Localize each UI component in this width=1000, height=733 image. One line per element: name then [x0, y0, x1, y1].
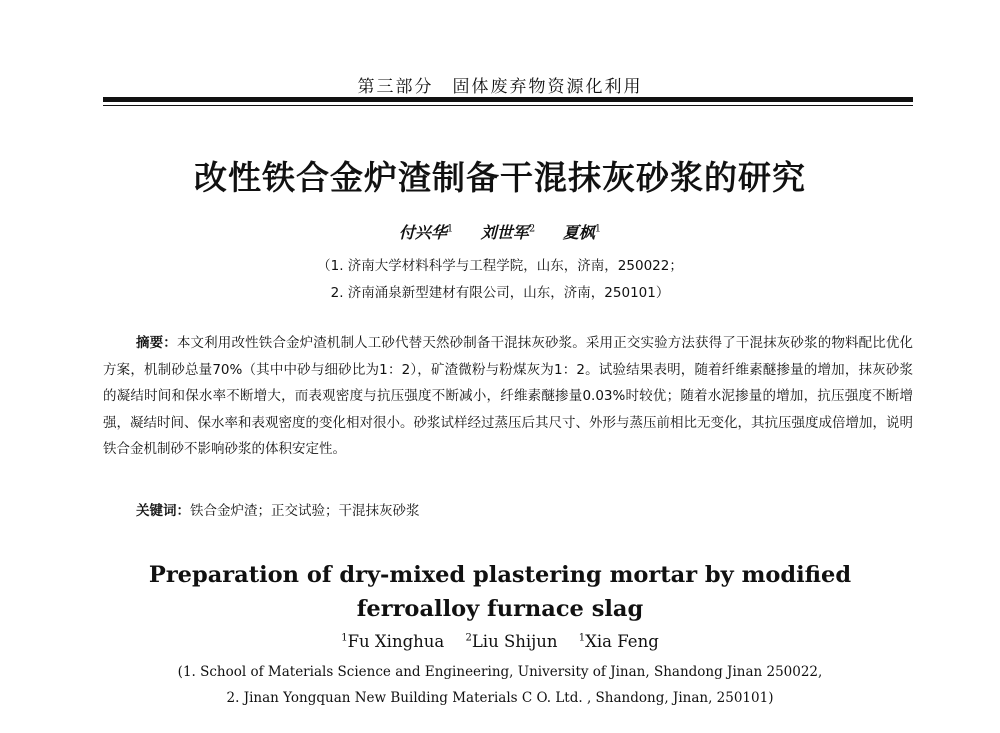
chinese-authors: [0, 220, 1000, 243]
chinese-abstract: [103, 330, 913, 463]
header-rule-thin: [103, 105, 913, 106]
chinese-title: 改性铁合金炉渣制备干混抹灰砂浆的研究: [194, 158, 806, 197]
english-affiliation-2: 2. Jinan Yongquan New Building Materials C O. Ltd. , Shandong, Jinan, 250101): [226, 690, 774, 706]
english-author: $^1$Fu Xinghua: [341, 632, 445, 651]
english-affiliation-1: (1. School of Materials Science and Engineering, University of Jinan, Shandong Jinan 250022,: [177, 664, 823, 680]
abstract-label: 摘要：: [136, 335, 177, 351]
abstract-text: 本文利用改性铁合金炉渣机制人工砂代替天然砂制备干混抹灰砂浆。采用正交实验方法获得了干混抹灰砂浆的物料配比优化方案，机制砂总量70%（其中中砂与细砂比为1：2），矿渣微粉与粉煤灰为1：2。试验结果表明，随着纤维素醚掺量的增加，抹灰砂浆的凝结时间和保水率不断增大，而表观密度与抗压强度不断减小，纤维素醚掺量0.03%时较优；随着水泥掺量的增加，抗压强度不断增强，凝结时间、保水率和表观密度的变化相对很小。砂浆试样经过蒸压后其尺寸、外形与蒸压前相比无变化，其抗压强度成倍增加，说明铁合金机制砂不影响砂浆的体积安定性。: [103, 335, 914, 457]
keywords-text: 铁合金炉渣；正交试验；干混抹灰砂浆: [190, 503, 420, 519]
chinese-keywords: [136, 498, 916, 524]
chinese-author: 付兴华$^1$: [398, 223, 454, 242]
english-title-line-1: Preparation of dry-mixed plastering mortar by modified: [148, 562, 852, 588]
chinese-affiliation-2: 2. 济南涌泉新型建材有限公司，山东，济南，250101）: [330, 285, 670, 301]
english-author: $^1$Xia Feng: [578, 632, 659, 651]
chinese-author: 刘世军$^2$: [480, 223, 536, 242]
english-authors: [0, 632, 1000, 651]
english-title: [0, 558, 1000, 626]
chinese-affiliation-1: （1. 济南大学材料科学与工程学院，山东，济南，250022；: [317, 258, 683, 274]
english-author: $^2$Liu Shijun: [465, 632, 558, 651]
header-rule-thick: [103, 97, 913, 102]
running-head: 第三部分 固体废弃物资源化利用: [357, 77, 643, 97]
keywords-label: 关键词：: [136, 503, 190, 519]
chinese-author: 夏枫$^1$: [562, 223, 602, 242]
english-title-line-2: ferroalloy furnace slag: [356, 596, 644, 622]
